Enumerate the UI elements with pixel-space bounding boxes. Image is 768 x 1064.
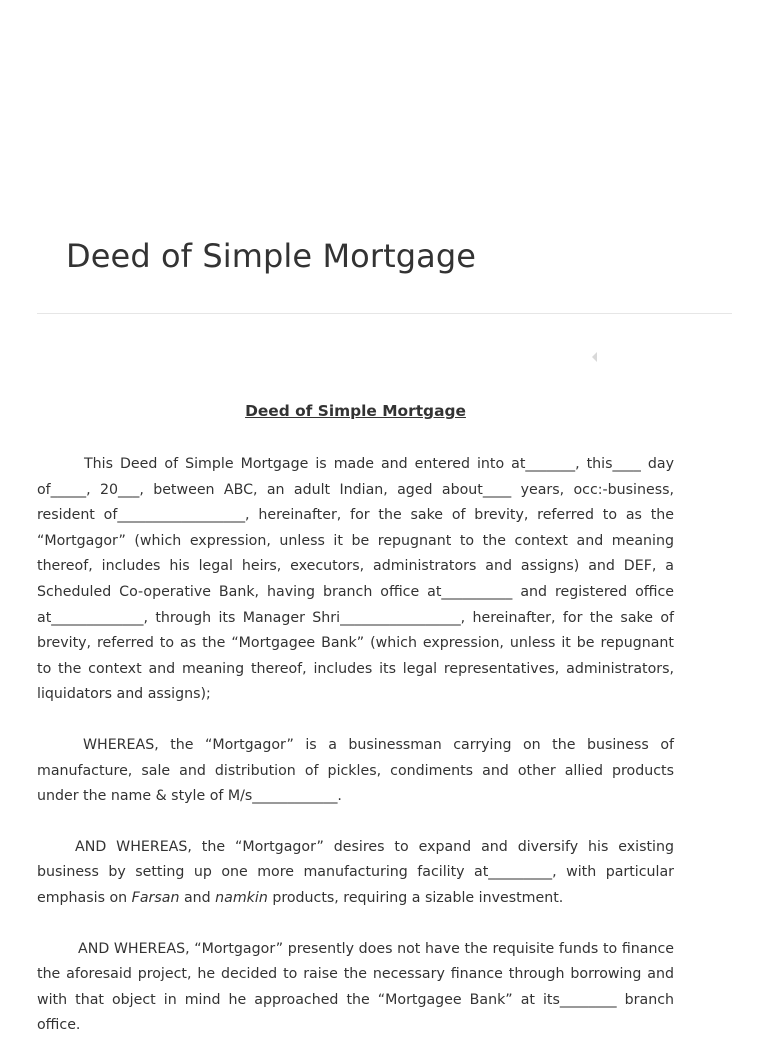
italic-term-namkin: namkin: [215, 889, 268, 906]
document-heading: Deed of Simple Mortgage: [245, 402, 466, 420]
document-body: [37, 398, 674, 1064]
paragraph-whereas-business: WHEREAS, the “Mortgagor” is a businessman carrying on the business of manufacture, sale and distribution of pickles, condiments and other allied products under the name & style of M/s____________.: [37, 736, 674, 805]
header-divider: [37, 313, 732, 314]
paragraph-parties: This Deed of Simple Mortgage is made and entered into at_______, this____ day of_____, 20___, between ABC, an adult Indian, aged about____ years, occ:-business, resident of__________________, hereinafter, for the sake of brevity, referred to as the “Mortgagor” (which expression, unless it be repugnant to the context and meaning thereof, includes his legal heirs, executors, administrators and assigns) and DEF, a Scheduled Co-operative Bank, having branch office at__________ and registered office at_____________, through its Manager Shri_________________, hereinafter, for the sake of brevity, referred to as the “Mortgagee Bank” (which expression, unless it be repugnant to the context and meaning thereof, includes its legal representatives, administrators, liquidators and assigns);: [37, 456, 674, 703]
paragraph-text: products, requiring a sizable investment.: [267, 889, 564, 906]
paragraph-text: and: [179, 889, 216, 906]
page-title: Deed of Simple Mortgage: [66, 237, 477, 275]
page-header: [0, 0, 768, 314]
paragraph-whereas-funds: AND WHEREAS, “Mortgagor” presently does not have the requisite funds to finance the aforesaid project, he decided to raise the necessary finance through borrowing and with that object in mind he approached the “Mortgagee Bank” at its________ branch office.: [37, 940, 674, 1034]
scroll-left-arrow-icon[interactable]: [592, 352, 597, 362]
paragraph-whereas-expansion: [37, 835, 674, 912]
italic-term-farsan: Farsan: [131, 889, 180, 906]
paragraph-text: AND WHEREAS, the “Mortgagor” desires to expand and diversify his existing business by setting up one more manufacturing facility at_________, with particular emphasis on: [37, 838, 674, 906]
